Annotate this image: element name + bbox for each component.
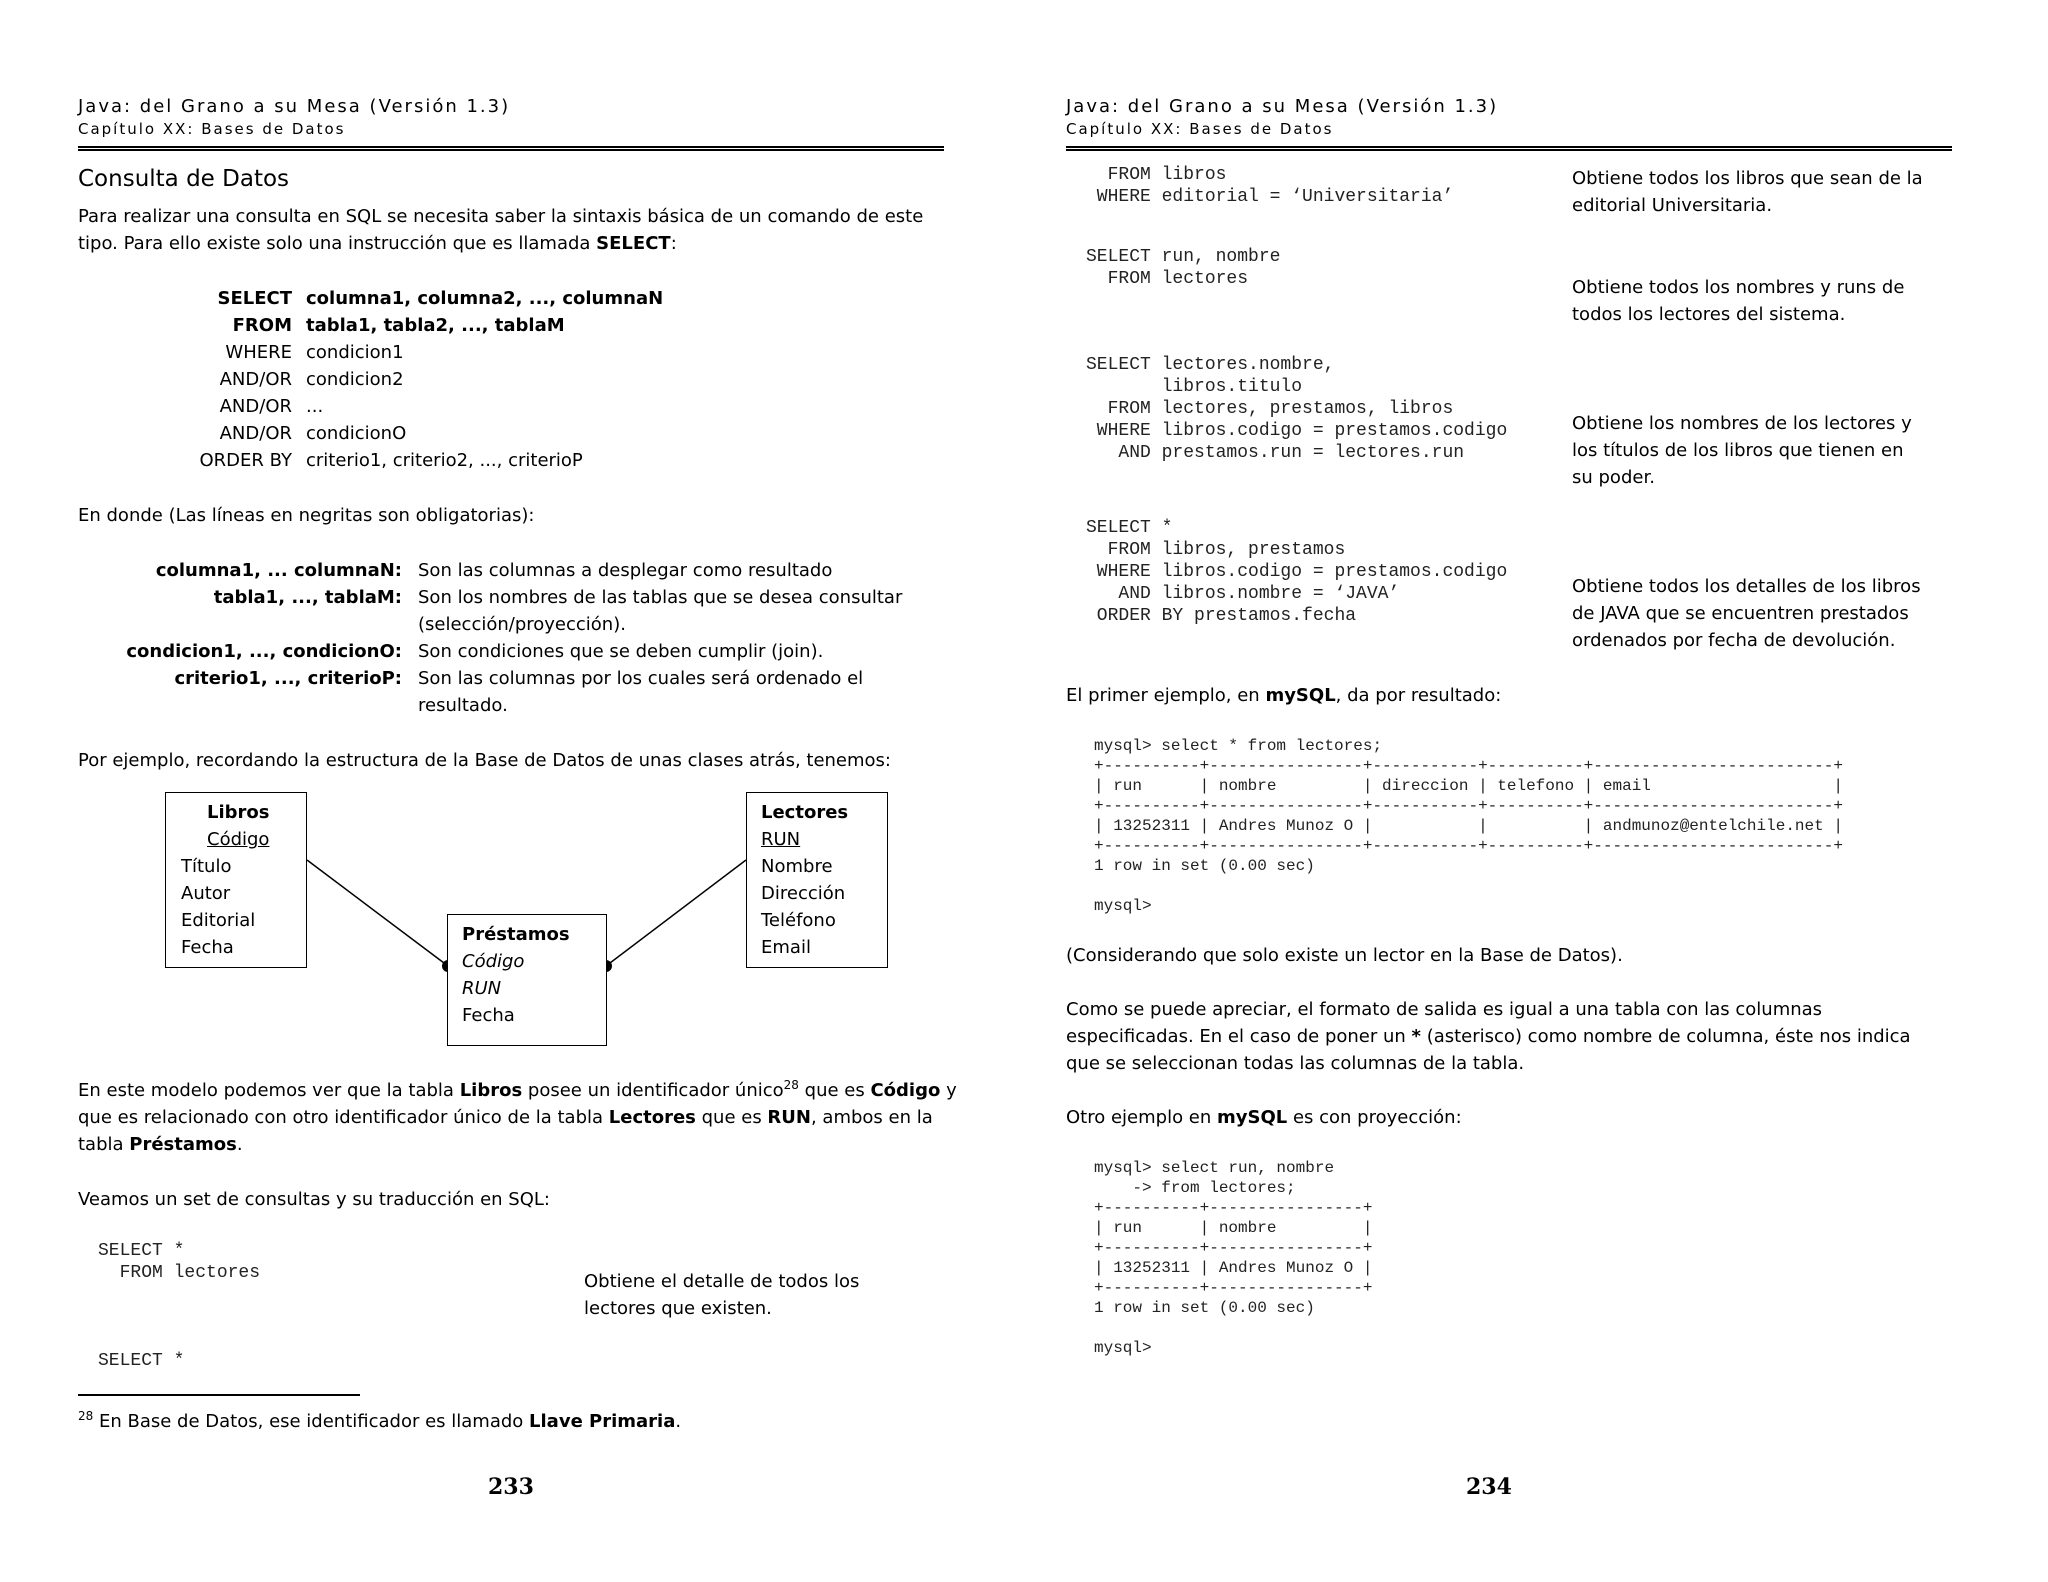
page-number: 234: [1466, 1474, 1512, 1500]
sql-query-description: Obtiene todos los libros que sean de la: [1572, 168, 1923, 189]
sql-query-description: Obtiene los nombres de los lectores y: [1572, 413, 1912, 434]
footnote-rule: [78, 1394, 360, 1396]
sql-query-description: todos los lectores del sistema.: [1572, 304, 1846, 325]
definition-desc: (selección/proyección).: [418, 614, 626, 635]
mysql-console-output: mysql> select * from lectores; +----------+----------------+-----------+----------+-------------------------+ | run | nombre | direccion | telefono | email | +----------+----------------+-----------+----------+-------------------------+ | 13252311 | Andres Munoz O | | | andmunoz@entelchile.net | +----------+----------------+-----------+----------+-------------------------+ 1 row in set (0.00 sec) mysql>: [1094, 737, 1843, 915]
section-title: Consulta de Datos: [78, 166, 290, 192]
entity-key: Código: [207, 829, 270, 850]
syntax-keyword: ORDER BY: [199, 450, 292, 471]
right-page: [1024, 0, 2048, 1582]
sql-query-description: Obtiene todos los detalles de los libros: [1572, 576, 1921, 597]
entity-field: Nombre: [761, 856, 833, 877]
sql-query-description: ordenados por fecha de devolución.: [1572, 630, 1896, 651]
model-paragraph-line-2: que es relacionado con otro identificador único de la tabla Lectores que es RUN, ambos en la: [78, 1107, 933, 1128]
running-header-title: Java: del Grano a su Mesa (Versión 1.3): [1066, 96, 1499, 117]
header-rule: [1066, 146, 1952, 151]
entity-prestamos: [447, 914, 607, 1046]
intro-line-2: tipo. Para ello existe solo una instrucción que es llamada SELECT:: [78, 233, 677, 254]
sql-query-code: SELECT lectores.nombre, libros.titulo FROM lectores, prestamos, libros WHERE libros.codigo = prestamos.codigo AND prestamos.run = lectores.run: [1086, 355, 1508, 463]
sql-query-description: Obtiene el detalle de todos los: [584, 1271, 860, 1292]
sql-query-code: SELECT run, nombre FROM lectores: [1086, 247, 1281, 289]
model-paragraph-line-1: En este modelo podemos ver que la tabla Libros posee un identificador único$^{28}$ que es Código y: [78, 1078, 957, 1101]
first-example-text: El primer ejemplo, en mySQL, da por resultado:: [1066, 685, 1502, 706]
running-header-title: Java: del Grano a su Mesa (Versión 1.3): [78, 96, 511, 117]
entity-field: Editorial: [181, 910, 256, 931]
entity-key: RUN: [761, 829, 801, 850]
considering-note: (Considerando que solo existe un lector en la Base de Datos).: [1066, 945, 1623, 966]
page-number: 233: [488, 1474, 534, 1500]
model-paragraph-line-3: tabla Préstamos.: [78, 1134, 243, 1155]
entity-lectores: [746, 792, 888, 968]
lectores-prestamos-link: [606, 860, 746, 966]
example-intro: Por ejemplo, recordando la estructura de la Base de Datos de unas clases atrás, tenemos:: [78, 750, 891, 771]
definition-desc: Son los nombres de las tablas que se desea consultar: [418, 587, 903, 608]
syntax-keyword: WHERE: [225, 342, 292, 363]
definition-term: condicion1, ..., condicionO:: [126, 641, 402, 662]
definition-desc: resultado.: [418, 695, 508, 716]
entity-field: Dirección: [761, 883, 846, 904]
sql-query-description: Obtiene todos los nombres y runs de: [1572, 277, 1905, 298]
definition-desc: Son las columnas a desplegar como resultado: [418, 560, 833, 581]
syntax-keyword: AND/OR: [219, 369, 292, 390]
syntax-value: ...: [306, 396, 324, 417]
libros-prestamos-link: [307, 860, 448, 966]
definition-term: columna1, ... columnaN:: [155, 560, 402, 581]
sql-query-code: SELECT * FROM libros, prestamos WHERE libros.codigo = prestamos.codigo AND libros.nombre = ‘JAVA’ ORDER BY prestamos.fecha: [1086, 518, 1508, 626]
entity-field: Título: [181, 856, 232, 877]
entity-title: Préstamos: [462, 924, 570, 945]
definition-term: tabla1, ..., tablaM:: [213, 587, 402, 608]
definition-term: criterio1, ..., criterioP:: [174, 668, 402, 689]
sql-query-description: su poder.: [1572, 467, 1655, 488]
syntax-value: condicionO: [306, 423, 407, 444]
where-intro: En donde (Las líneas en negritas son obligatorias):: [78, 505, 535, 526]
syntax-keyword: AND/OR: [219, 423, 292, 444]
syntax-value: condicion1: [306, 342, 404, 363]
sql-query-description: de JAVA que se encuentren prestados: [1572, 603, 1909, 624]
select-keyword: SELECT: [596, 233, 671, 254]
syntax-keyword: AND/OR: [219, 396, 292, 417]
syntax-value: condicion2: [306, 369, 404, 390]
entity-libros: [165, 792, 307, 968]
syntax-value: tabla1, tabla2, ..., tablaM: [306, 315, 565, 336]
other-example-text: Otro ejemplo en mySQL es con proyección:: [1066, 1107, 1462, 1128]
entity-title: Lectores: [761, 802, 849, 823]
sql-query-code: SELECT * FROM lectores: [98, 1241, 261, 1283]
sql-query-description: lectores que existen.: [584, 1298, 772, 1319]
entity-foreign-key: RUN: [462, 978, 502, 999]
entity-field: Autor: [181, 883, 231, 904]
entity-field: Teléfono: [761, 910, 836, 931]
running-header-chapter: Capítulo XX: Bases de Datos: [78, 120, 346, 138]
syntax-keyword: SELECT: [217, 288, 292, 309]
syntax-value: criterio1, criterio2, ..., criterioP: [306, 450, 583, 471]
entity-field: Fecha: [462, 1005, 515, 1026]
intro-line-1: Para realizar una consulta en SQL se necesita saber la sintaxis básica de un comando de este: [78, 206, 924, 227]
syntax-value: columna1, columna2, ..., columnaN: [306, 288, 664, 309]
entity-field: Fecha: [181, 937, 234, 958]
entity-field: Email: [761, 937, 811, 958]
mysql-console-output: mysql> select run, nombre -> from lectores; +----------+----------------+ | run | nombre | +----------+----------------+ | 13252311 | Andres Munoz O | +----------+----------------+ 1 row in set (0.00 sec) mysql>: [1094, 1159, 1373, 1357]
sql-query-code: SELECT *: [98, 1351, 185, 1371]
footnote: $^{28}$ En Base de Datos, ese identificador es llamado Llave Primaria.: [78, 1409, 682, 1432]
sql-query-description: editorial Universitaria.: [1572, 195, 1773, 216]
queries-intro: Veamos un set de consultas y su traducción en SQL:: [78, 1189, 550, 1210]
running-header-chapter: Capítulo XX: Bases de Datos: [1066, 120, 1334, 138]
sql-query-description: los títulos de los libros que tienen en: [1572, 440, 1904, 461]
footnote-ref: 28: [783, 1078, 799, 1092]
syntax-keyword: FROM: [232, 315, 292, 336]
sql-query-code: FROM libros WHERE editorial = ‘Universitaria’: [1096, 165, 1454, 207]
entity-foreign-key: Código: [462, 951, 525, 972]
format-paragraph-line-3: que se seleccionan todas las columnas de la tabla.: [1066, 1053, 1525, 1074]
definition-desc: Son las columnas por los cuales será ordenado el: [418, 668, 864, 689]
format-paragraph-line-1: Como se puede apreciar, el formato de salida es igual a una tabla con las columnas: [1066, 999, 1823, 1020]
entity-title: Libros: [207, 802, 270, 823]
definition-desc: Son condiciones que se deben cumplir (join).: [418, 641, 824, 662]
format-paragraph-line-2: especificadas. En el caso de poner un * (asterisco) como nombre de columna, éste nos indica: [1066, 1026, 1911, 1047]
